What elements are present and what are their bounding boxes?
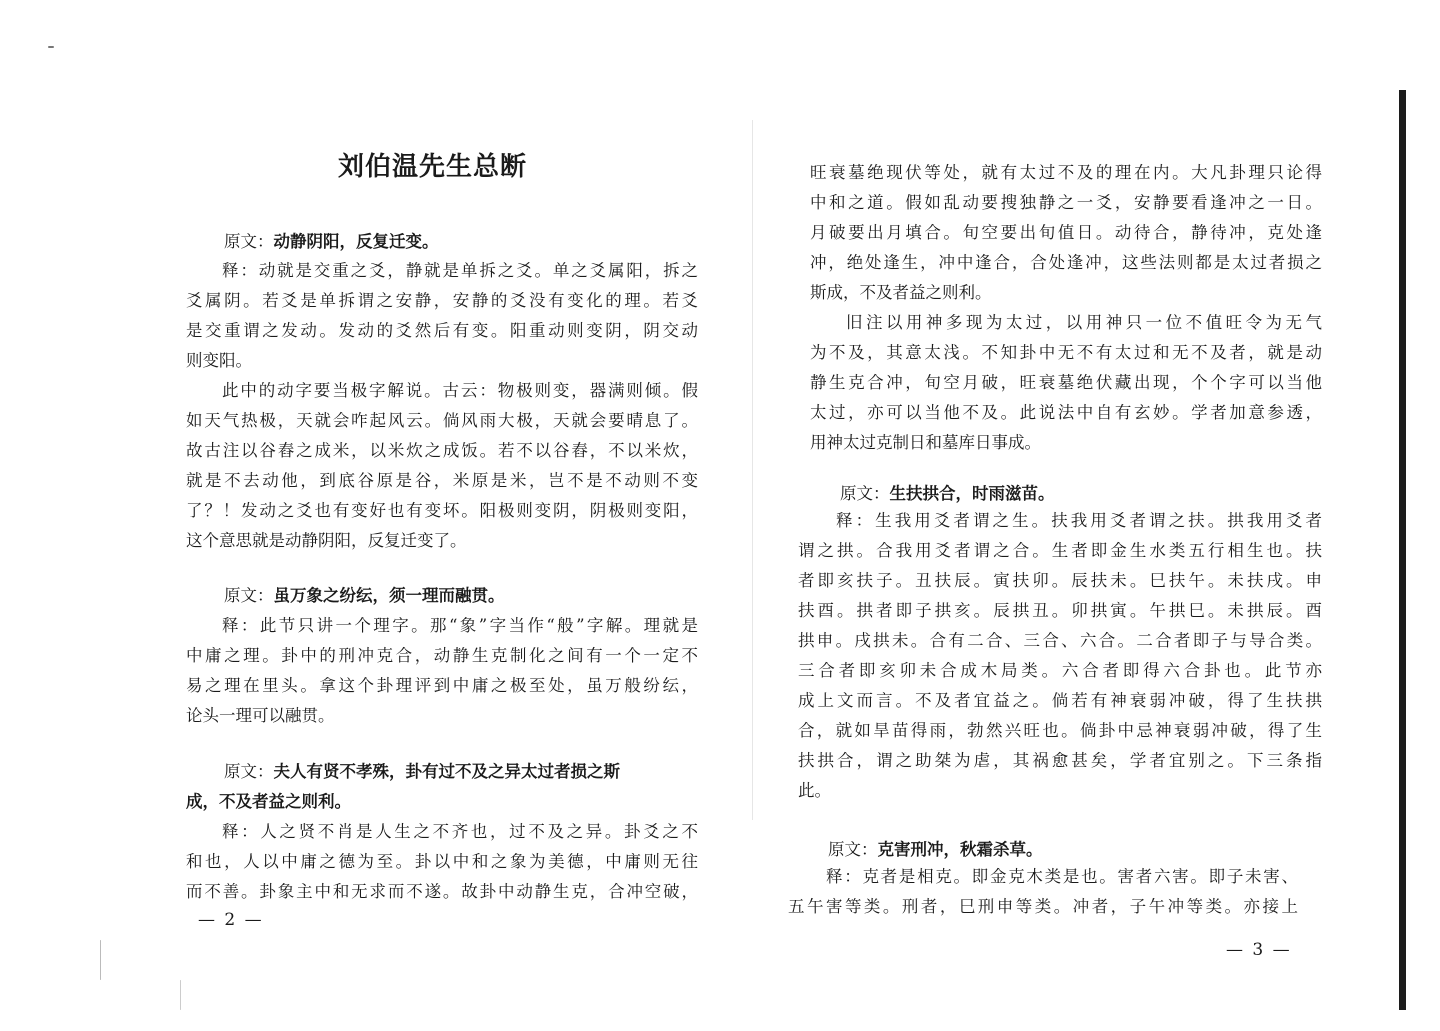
original-text-heading [224,228,439,252]
text-line: 释：生我用爻者谓之生。扶我用爻者谓之扶。拱我用爻者 [836,511,1322,530]
text-line: 如天气热极，天就会咋起风云。倘风雨大极，天就会要晴息了。 [186,411,698,430]
text-line: 和也，人以中庸之德为至。卦以中和之象为美德，中庸则无往 [186,852,698,871]
text-line: 用神太过克制日和墓库日事成。 [810,433,1041,452]
text-line: 则变阳。 [186,351,252,370]
text-line: 扶酉。拱者即子拱亥。辰拱丑。卯拱寅。午拱巳。未拱辰。酉 [798,601,1322,620]
original-text-heading [224,582,505,606]
text-line: 释：动就是交重之爻，静就是单拆之爻。单之爻属阳，拆之 [222,261,698,280]
original-text-heading [828,836,1043,860]
text-line: 释：此节只讲一个理字。那“象”字当作“般”字解。理就是 [222,616,698,635]
original-text-content: 克害刑冲，秋霜杀草。 [877,840,1043,859]
original-text-label: 原文： [840,484,890,503]
right-page [760,0,1440,1031]
text-line: 月破要出月填合。旬空要出旬值日。动待合，静待冲，克处逢 [810,223,1322,242]
scan-speck [180,980,181,1010]
text-line: 旧注以用神多现为太过，以用神只一位不值旺令为无气 [846,313,1322,332]
original-text-content: 成，不及者益之则利。 [186,792,351,811]
text-line: 成上文而言。不及者宜益之。倘若有神衰弱冲破，得了生扶拱 [798,691,1322,710]
text-line: 了？！发动之爻也有变好也有变坏。阳极则变阴，阴极则变阳， [186,501,698,520]
text-line: 斯成，不及者益之则利。 [810,283,992,302]
text-line: 爻属阴。若爻是单拆谓之安静，安静的爻没有变化的理。若爻 [186,291,698,310]
text-line: 故古注以谷舂之成米，以米炊之成饭。若不以谷舂，不以米炊， [186,441,698,460]
text-line: 冲，绝处逢生，冲中逢合，合处逢冲，这些法则都是太过者损之 [810,253,1322,272]
text-line: 中庸之理。卦中的刑冲克合，动静生克制化之间有一个一定不 [186,646,698,665]
text-line: 释：克者是相克。即金克木类是也。害者六害。即子未害、 [826,867,1298,886]
original-text-label: 原文： [224,232,274,251]
page-gutter [752,120,753,820]
text-line: 这个意思就是动静阴阳，反复迁变了。 [186,531,467,550]
text-line: 静生克合冲，旬空月破，旺衰墓绝伏藏出现，个个字可以当他 [810,373,1322,392]
text-line: 太过，亦可以当他不及。此说法中自有玄妙。学者加意参透， [810,403,1322,422]
continued-paragraph [810,158,1322,458]
scan-speck [100,940,101,980]
explanation-paragraph [788,862,1298,922]
text-line: 三合者即亥卯未合成木局类。六合者即得六合卦也。此节亦 [798,661,1322,680]
text-line: 谓之拱。合我用爻者谓之合。生者即金生水类五行相生也。扶 [798,541,1322,560]
explanation-paragraph [798,506,1322,806]
original-text-label: 原文： [224,586,274,605]
page-number: — 2 — [198,910,264,930]
original-text-continuation [186,788,351,812]
text-line: 此。 [798,781,831,800]
explanation-paragraph [186,611,698,731]
text-line: 拱申。戌拱未。合有二合、三合、六合。二合者即子与导合类。 [798,631,1322,650]
original-text-content: 虽万象之纷纭，须一理而融贯。 [273,586,505,605]
text-line: 为不及，其意太浅。不知卦中无不有太过和无不及者，就是动 [810,343,1322,362]
text-line: 就是不去动他，到底谷原是谷，米原是米，岂不是不动则不变 [186,471,698,490]
explanation-paragraph [186,817,698,907]
text-line: 中和之道。假如乱动要搜独静之一爻，安静要看逢冲之一日。 [810,193,1322,212]
scan-edge-shadow [1399,90,1406,1010]
text-line: 释：人之贤不肖是人生之不齐也，过不及之异。卦爻之不 [222,822,698,841]
page-number: — 3 — [1226,940,1292,960]
text-line: 是交重谓之发动。发动的爻然后有变。阳重动则变阴，阴交动 [186,321,698,340]
text-line: 旺衰墓绝现伏等处，就有太过不及的理在内。大凡卦理只论得 [810,163,1322,182]
original-text-content: 夫人有贤不孝殊，卦有过不及之异太过者损之斯 [273,762,620,781]
scan-speck [48,46,54,48]
original-text-content: 生扶拱合，时雨滋苗。 [889,484,1055,503]
text-line: 易之理在里头。拿这个卦理评到中庸之极至处，虽万般纷纭， [186,676,698,695]
original-text-label: 原文： [224,762,274,781]
original-text-heading [224,758,698,782]
text-line: 合，就如旱苗得雨，勃然兴旺也。倘卦中忌神衰弱冲破，得了生 [798,721,1322,740]
text-line: 五午害等类。刑者，巳刑申等类。冲者，子午冲等类。亦接上 [788,897,1298,916]
text-line: 此中的动字要当极字解说。古云：物极则变，器满则倾。假 [222,381,698,400]
explanation-paragraph [186,256,698,556]
text-line: 者即亥扶子。丑扶辰。寅扶卯。辰扶未。巳扶午。未扶戌。申 [798,571,1322,590]
original-text-label: 原文： [828,840,878,859]
text-line: 而不善。卦象主中和无求而不遂。故卦中动静生克，合冲空破， [186,882,698,901]
text-line: 论头一理可以融贯。 [186,706,335,725]
text-line: 扶拱合，谓之助桀为虐，其祸愈甚矣，学者宜别之。下三条指 [798,751,1322,770]
page-title: 刘伯温先生总断 [338,152,528,182]
original-text-heading [840,480,1055,504]
original-text-content: 动静阴阳，反复迁变。 [273,232,439,251]
